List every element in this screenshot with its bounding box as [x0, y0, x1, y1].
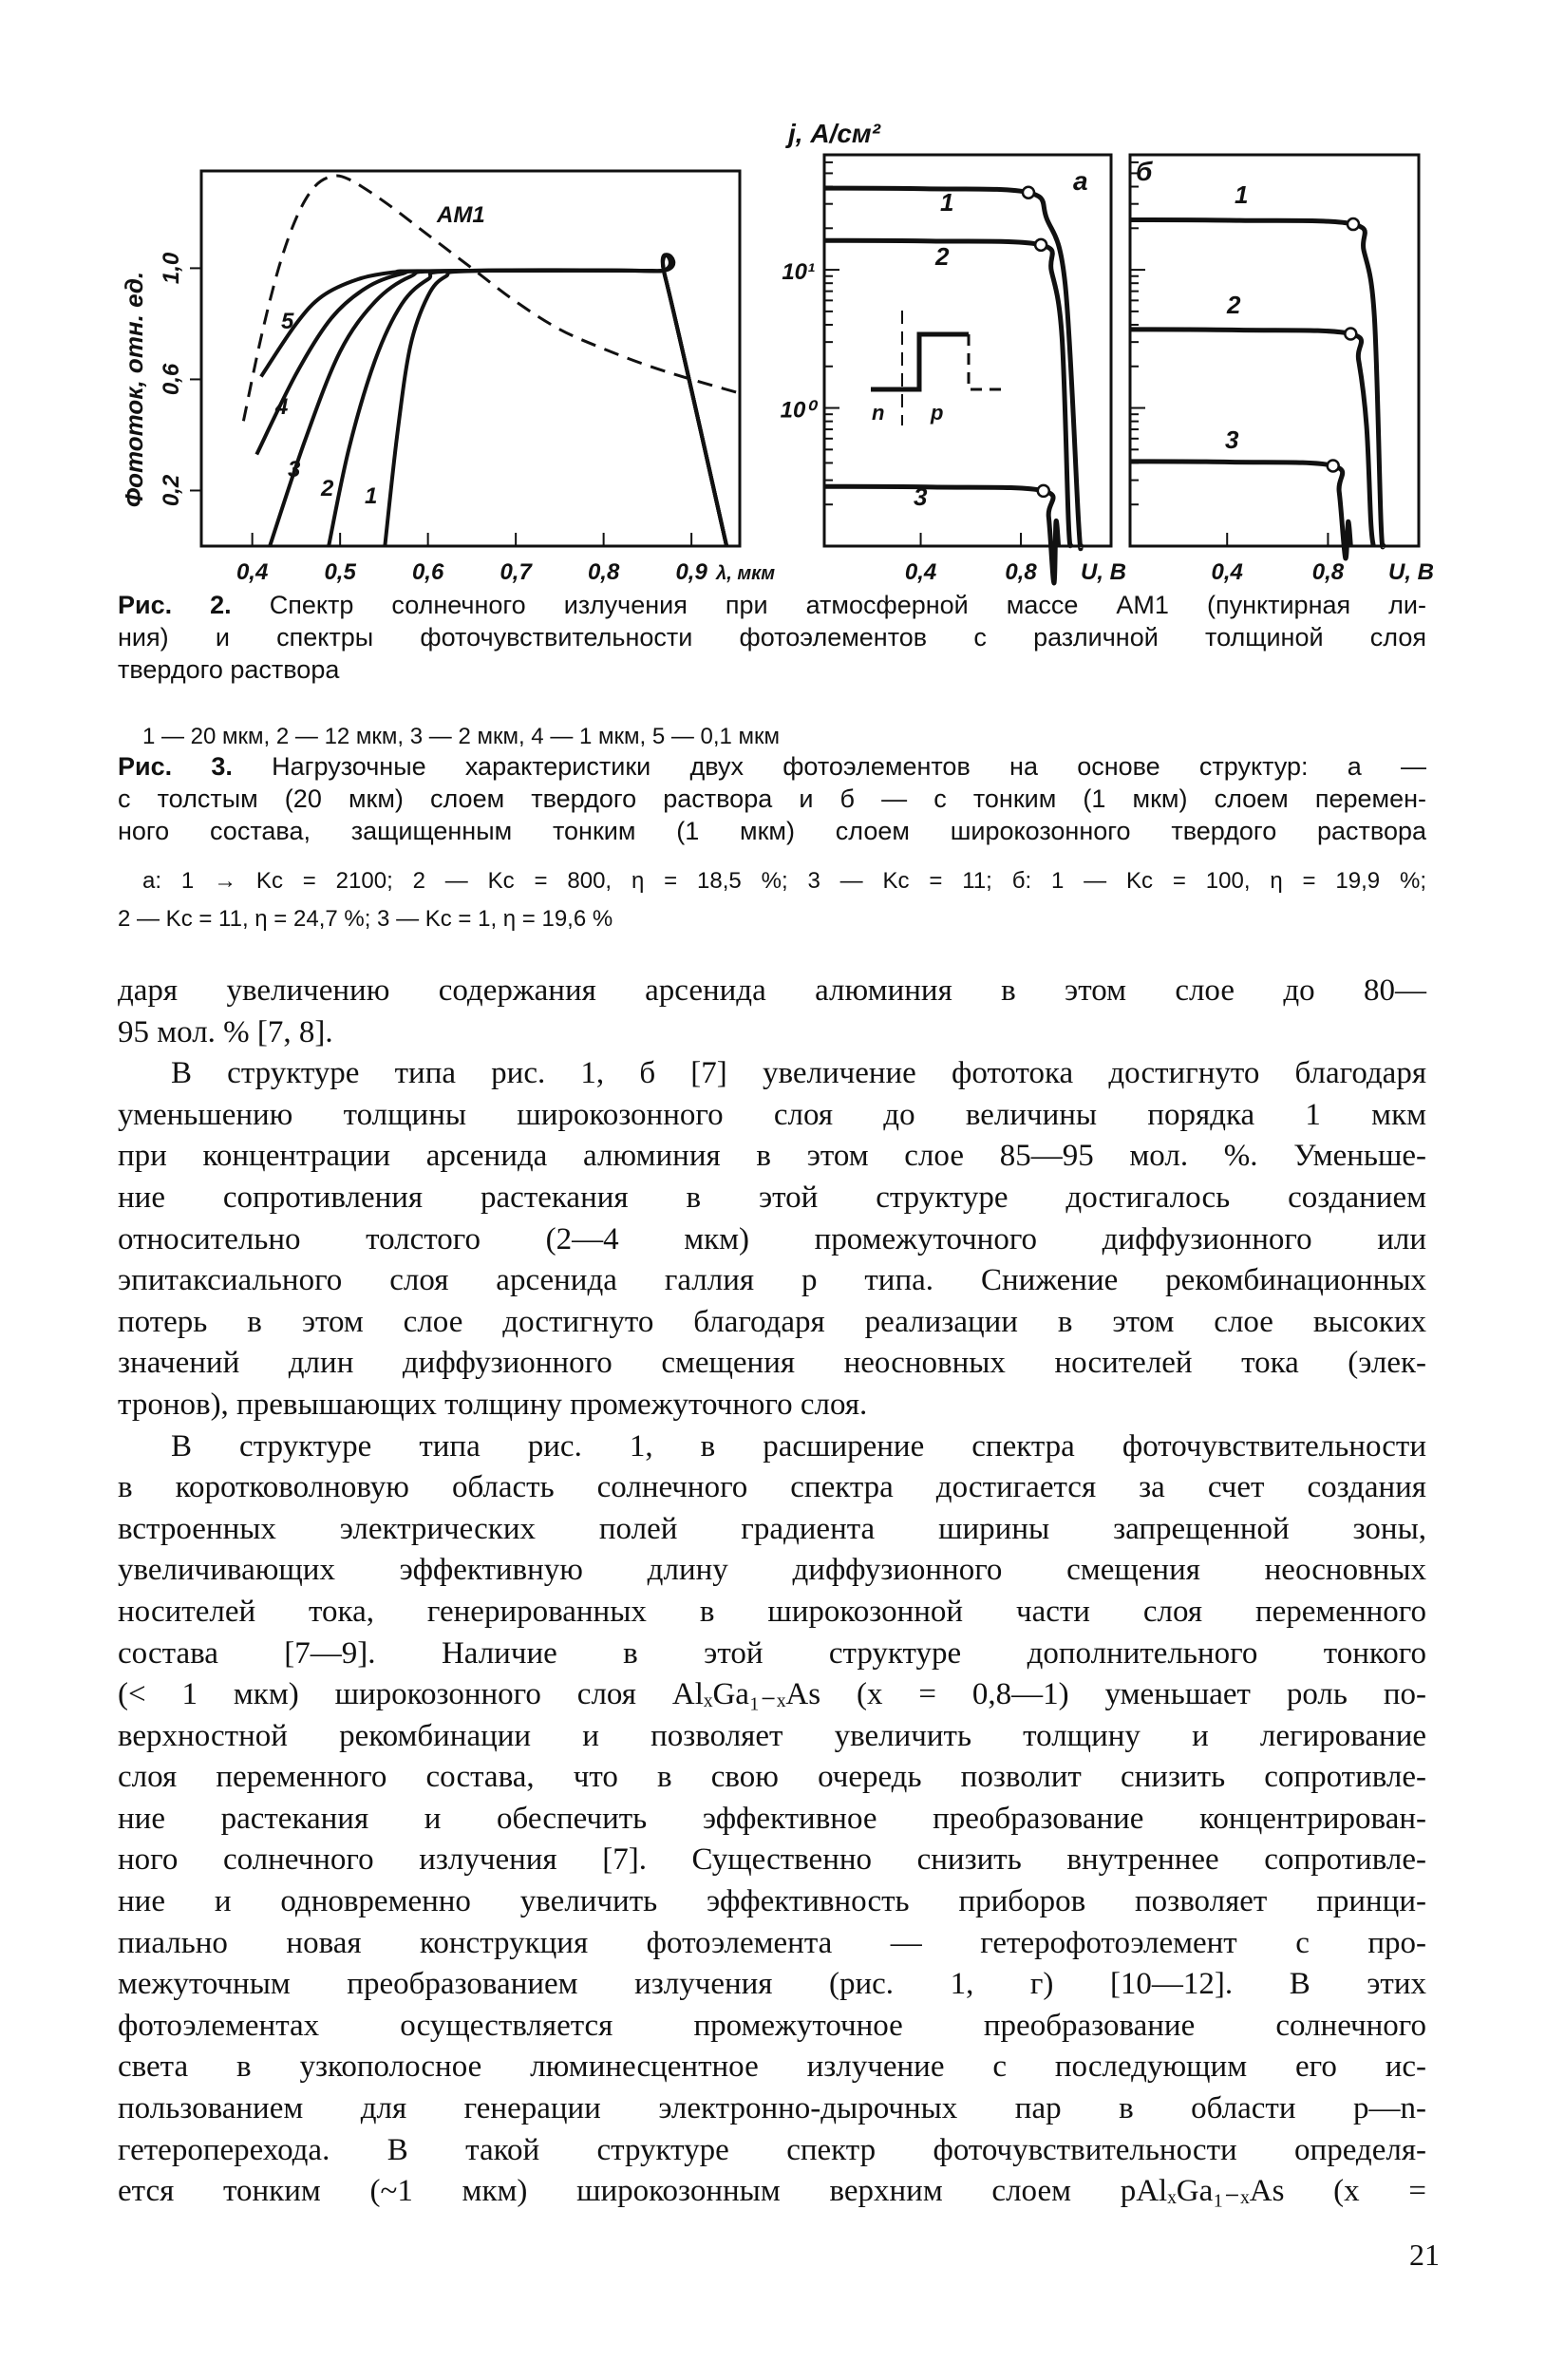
x-axis-label: U, В	[1081, 559, 1126, 585]
text-line: ется тонким (~1 мкм) широкозонным верхним слоем pAlₓGa₁₋ₓAs (x =	[118, 2174, 1426, 2209]
x-tick-label: 0,8	[1311, 559, 1345, 585]
panel-label: б	[1136, 157, 1153, 186]
iv-curve-3	[1130, 462, 1350, 558]
series-label: 2	[1227, 291, 1241, 319]
caption-line: с толстым (20 мкм) слоем твердого раствора и б — с тонким (1 мкм) слоем перемен-	[118, 784, 1426, 813]
text-line: (< 1 мкм) широкозонного слоя AlₓGa₁₋ₓAs (x = 0,8—1) уменьшает роль по-	[118, 1677, 1426, 1712]
text-line: носителей тока, генерированных в широкозонной части слоя переменного	[118, 1594, 1426, 1629]
text-line: света в узкополосное люминесцентное излучение с последующим его ис-	[118, 2049, 1426, 2085]
text-line: ние и одновременно увеличить эффективность приборов позволяет принци-	[118, 1884, 1426, 1919]
series-line-5	[261, 255, 726, 546]
text-line: при концентрации арсенида алюминия в этом слое 85—95 мол. %. Уменьше-	[118, 1139, 1426, 1174]
text-line: верхностной рекомбинации и позволяет увеличить толщину и легирование	[118, 1718, 1426, 1753]
text-line: гетероперехода. В такой структуре спектр фоточувствительности определя-	[118, 2132, 1426, 2167]
text-line: В структуре типа рис. 1, б [7] увеличение фототока достигнуто благодаря	[171, 1056, 1426, 1091]
caption-line: Спектр солнечного излучения при атмосферной массе AM1 (пунктирная ли-	[269, 591, 1426, 619]
x-tick-label: 0,5	[324, 559, 356, 585]
y-tick-label: 0,2	[159, 474, 184, 507]
fig2-caption-label: Рис. 2.	[118, 591, 232, 619]
x-axis-label: U, В	[1388, 559, 1434, 585]
inset-label-p: p	[931, 401, 944, 425]
series-label: 5	[281, 309, 294, 334]
x-tick-label: 0,4	[904, 559, 937, 585]
text-line: состава [7—9]. Наличие в этой структуре дополнительного тонкого	[118, 1635, 1426, 1671]
series-label: 2	[935, 242, 950, 271]
max-power-point-marker	[1035, 239, 1046, 251]
text-line: значений длин диффузионного смещения неосновных носителей тока (элек-	[118, 1346, 1426, 1381]
series-label: 1	[940, 188, 954, 217]
series-label: 3	[914, 482, 928, 511]
text-line: даря увеличению содержания арсенида алюминия в этом слое до 80—	[118, 973, 1426, 1008]
max-power-point-marker	[1038, 485, 1049, 497]
text-line: уменьшению толщины широкозонного слоя до величины порядка 1 мкм	[118, 1097, 1426, 1132]
text-line: ние сопротивления растекания в этой структуре достигалось созданием	[118, 1180, 1426, 1215]
series-label: 2	[321, 476, 334, 501]
text-line: увеличивающих эффективную длину диффузионного смещения неосновных	[118, 1553, 1426, 1588]
fig2-legend: 1 — 20 мкм, 2 — 12 мкм, 3 — 2 мкм, 4 — 1 мкм, 5 — 0,1 мкм	[142, 724, 781, 749]
text-line: потерь в этом слое достигнуто благодаря реализации в этом слое высоких	[118, 1304, 1426, 1339]
band-diagram-dashed	[969, 334, 1007, 389]
fig3-caption	[118, 750, 1426, 847]
series-label: AM1	[437, 202, 485, 228]
x-tick-label: 0,7	[500, 559, 532, 585]
figures	[0, 0, 1546, 589]
fig3-caption-label: Рис. 3.	[118, 752, 233, 781]
max-power-point-marker	[1328, 460, 1339, 471]
caption-line: ного состава, защищенным тонким (1 мкм) слоем широкозонного твердого раствора	[118, 817, 1426, 845]
text-line: межуточным преобразованием излучения (рис. 1, г) [10—12]. В этих	[118, 1967, 1426, 2002]
page-number: 21	[1409, 2238, 1440, 2272]
y-tick-label: 1,0	[159, 252, 184, 285]
x-tick-label: 0,8	[587, 559, 620, 585]
text-line: эпитаксиального слоя арсенида галлия p типа. Снижение рекомбинационных	[118, 1263, 1426, 1298]
text-line: относительно толстого (2—4 мкм) промежуточного диффузионного или	[118, 1221, 1426, 1256]
band-diagram	[871, 334, 969, 389]
iv-curve-1	[1130, 219, 1384, 546]
max-power-point-marker	[1348, 218, 1359, 230]
fig2-caption	[118, 589, 1426, 686]
x-tick-label: 0,4	[236, 559, 269, 585]
series-line-4	[256, 255, 726, 546]
series-label: 1	[365, 483, 378, 509]
series-label: 3	[288, 457, 301, 482]
x-axis-label: λ, мкм	[716, 563, 776, 584]
text-line: тронов), превышающих толщину промежуточного слоя.	[118, 1387, 868, 1422]
x-tick-label: 0,4	[1211, 559, 1243, 585]
series-label: 4	[275, 394, 289, 420]
caption-line: Нагрузочные характеристики двух фотоэлементов на основе структур: а —	[272, 752, 1426, 781]
paragraph-3	[118, 1426, 1426, 2213]
y-axis-label: Фототок, отн. ед.	[120, 271, 148, 508]
paragraph-2	[118, 1053, 1426, 1426]
body-text	[118, 971, 1426, 2213]
series-label: 1	[1235, 180, 1249, 209]
text-line: пиально новая конструкция фотоэлемента — гетерофотоэлемент с про-	[118, 1925, 1426, 1960]
text-line: в коротковолновую область солнечного спектра достигается за счет создания	[118, 1470, 1426, 1505]
x-tick-label: 0,6	[411, 559, 444, 585]
caption-line: ния) и спектры фоточувствительности фотоэлементов с различной толщиной слоя	[118, 623, 1426, 652]
y-tick-label: 10⁰	[780, 397, 815, 424]
series-line-1	[385, 255, 726, 546]
iv-curve-2	[824, 240, 1071, 546]
inset-label-n: n	[872, 401, 885, 425]
legend-line: 2 — Kс = 11, η = 24,7 %; 3 — Kс = 1, η = 19,6 %	[118, 906, 613, 932]
fig3-legend	[118, 862, 1426, 938]
legend-line: а: 1 → Kс = 2100; 2 — Kс = 800, η = 18,5 %; 3 — Kс = 11; б: 1 — Kс = 100, η = 19,9 %;	[142, 868, 1426, 894]
caption-line: твердого раствора	[118, 655, 340, 684]
y-tick-label: 10¹	[782, 259, 815, 286]
text-line: пользованием для генерации электронно-дырочных пар в области p—n-	[118, 2091, 1426, 2126]
text-line: ние растекания и обеспечить эффективное преобразование концентрирован-	[118, 1801, 1426, 1836]
max-power-point-marker	[1023, 187, 1034, 198]
y-axis-label: j, А/см²	[788, 119, 880, 148]
text-line: встроенных электрических полей градиента ширины запрещенной зоны,	[118, 1511, 1426, 1546]
iv-curve-2	[1130, 330, 1373, 546]
text-line: фотоэлементах осуществляется промежуточное преобразование солнечного	[118, 2008, 1426, 2043]
text-line: слоя переменного состава, что в свою очередь позволит снизить сопротивле-	[118, 1760, 1426, 1795]
panel-label: а	[1073, 166, 1088, 196]
text-line: ного солнечного излучения [7]. Существенно снизить внутреннее сопротивле-	[118, 1842, 1426, 1878]
y-tick-label: 0,6	[159, 363, 184, 396]
series-label: 3	[1225, 425, 1239, 454]
max-power-point-marker	[1345, 328, 1356, 339]
x-tick-label: 0,9	[675, 559, 707, 585]
paragraph-1	[118, 971, 1426, 1053]
text-line: В структуре типа рис. 1, в расширение спектра фоточувствительности	[171, 1428, 1426, 1464]
x-tick-label: 0,8	[1005, 559, 1037, 585]
text-line: 95 мол. % [7, 8].	[118, 1014, 333, 1049]
